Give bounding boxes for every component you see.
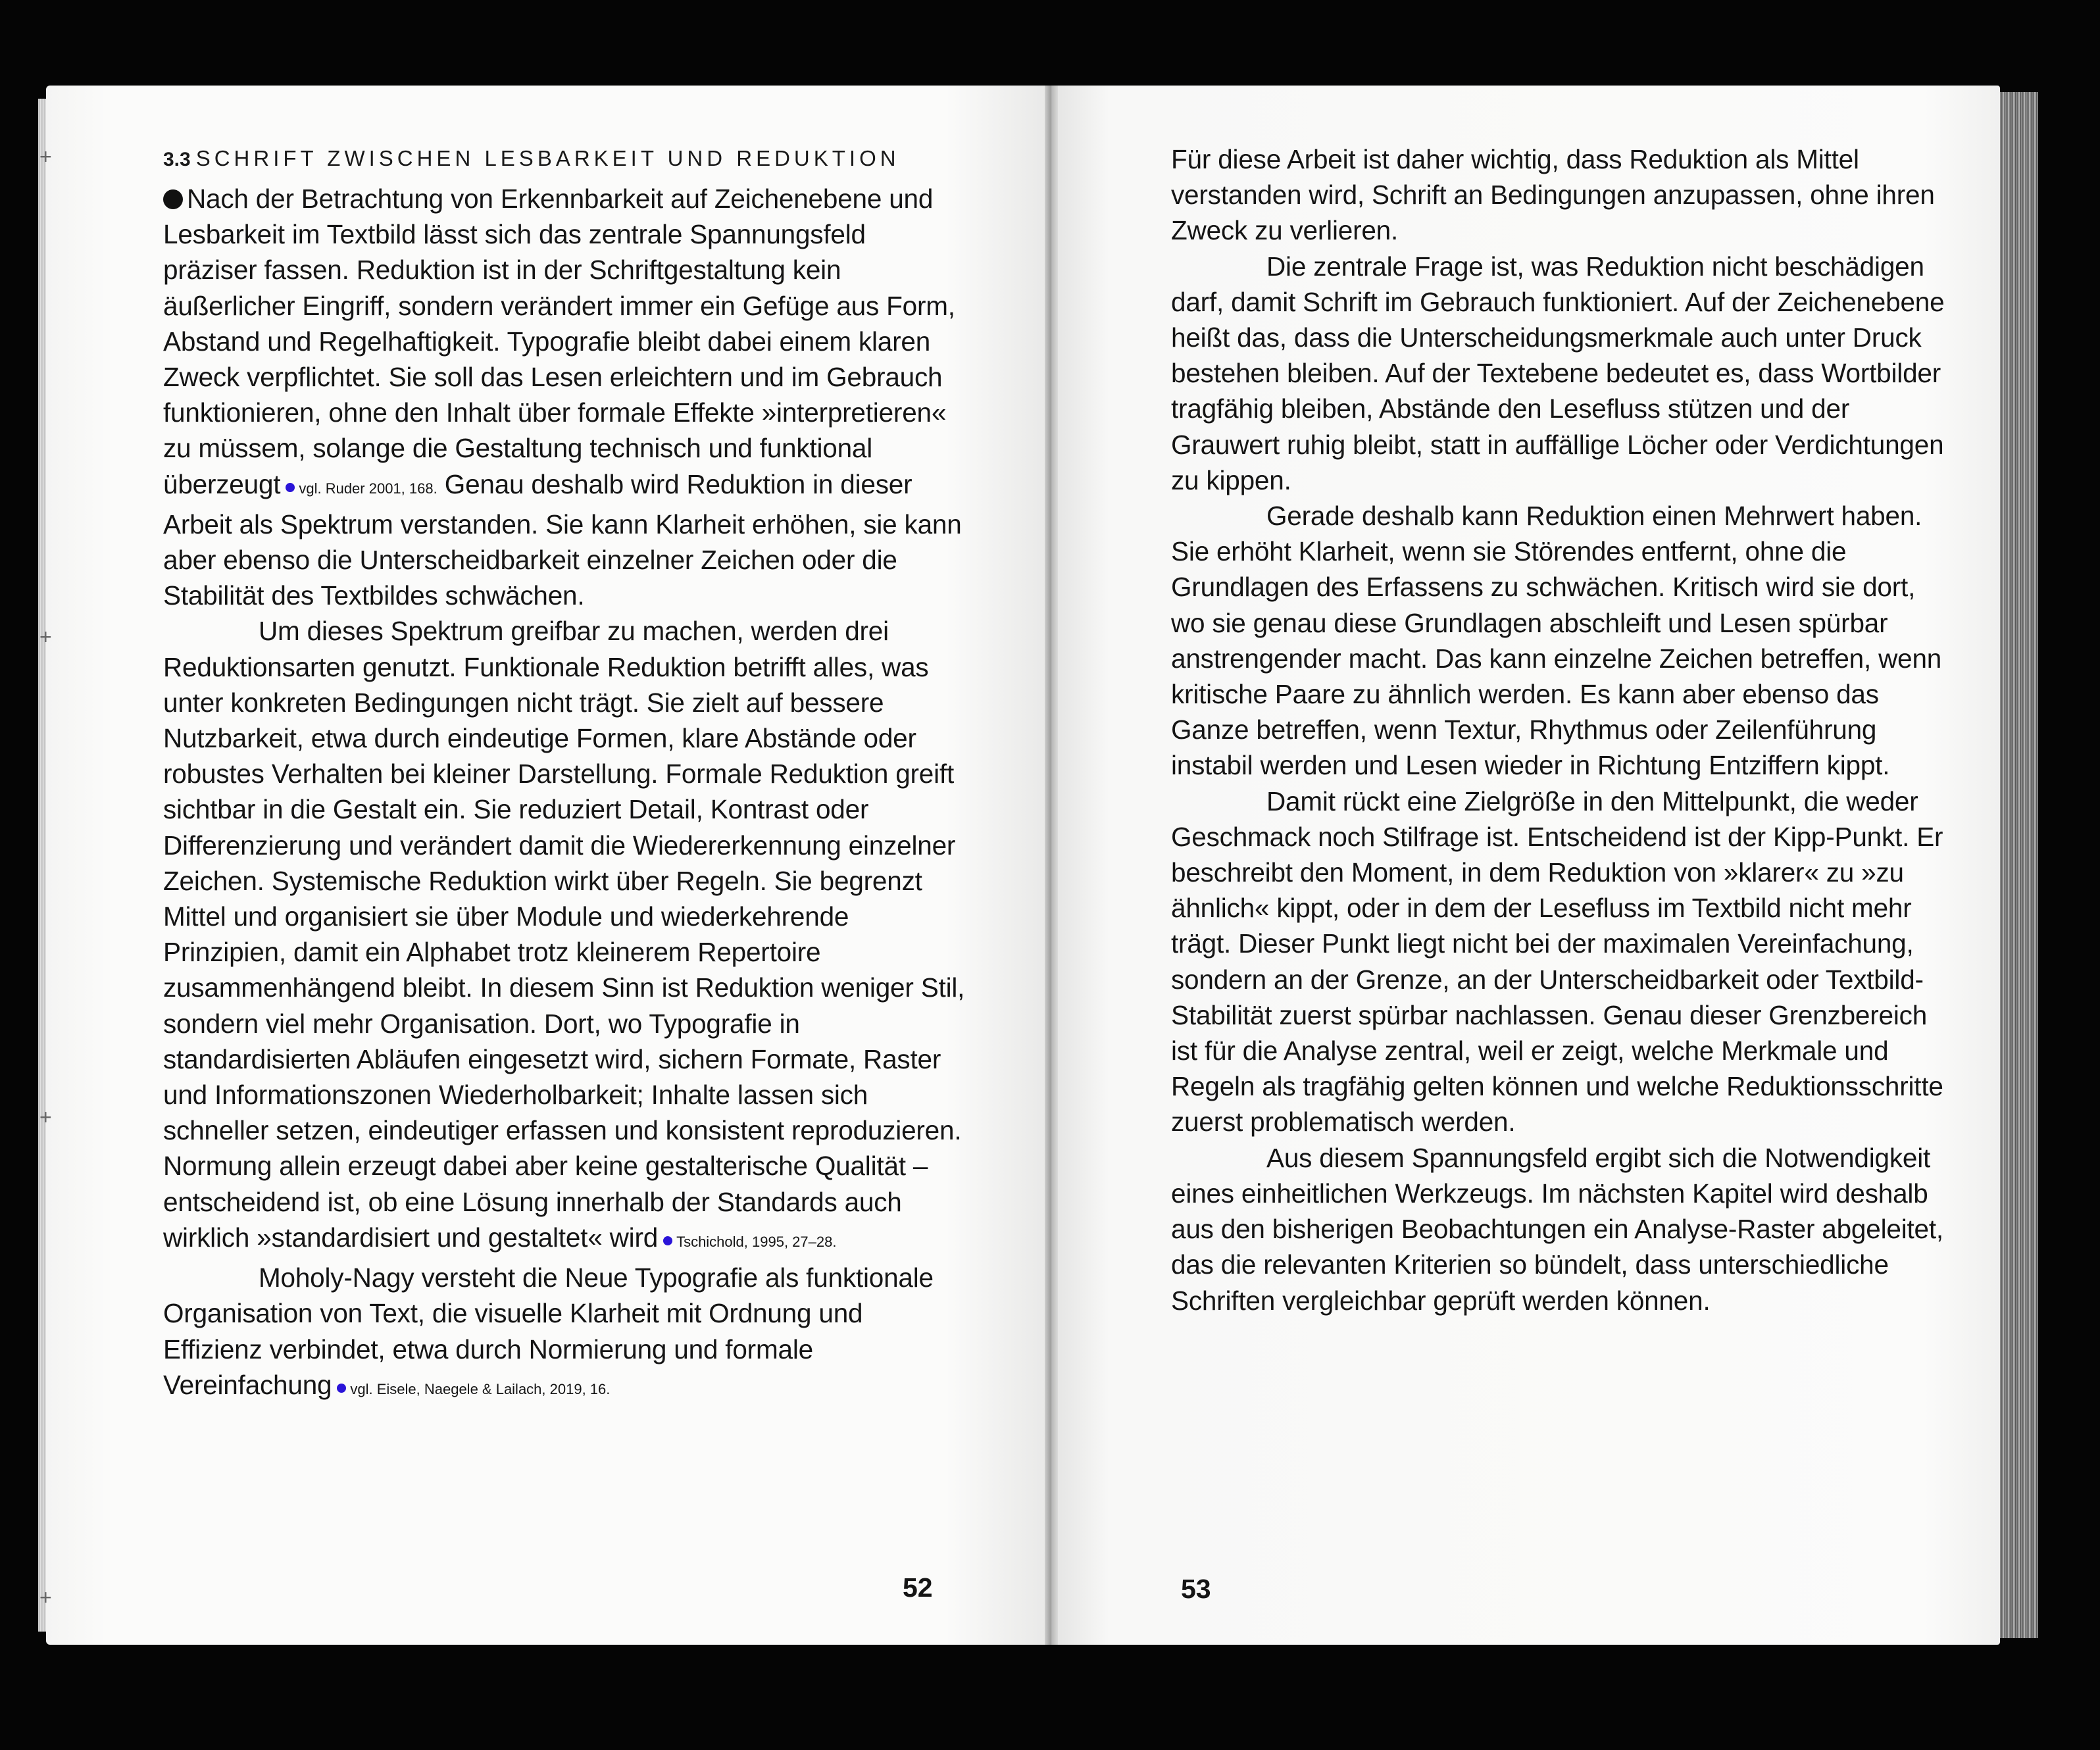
book-gutter (1045, 86, 1058, 1645)
crop-mark: + (39, 625, 52, 649)
paragraph (163, 181, 966, 613)
paragraph: Damit rückt eine Zielgröße in den Mittelpunkt, die weder Geschmack noch Stilfrage ist. Entscheidend ist der Kipp-Punkt. Er beschreibt den Moment, in dem Reduktion von »klarer« zu »zu ähnlich« kippt, oder in dem der Lesefluss im Textbild nicht mehr trägt. Dieser Punkt liegt nicht bei der maximalen Vereinfachung, sondern an der Grenze, an der Unterscheidbarkeit oder Textbild-Stabilität zuerst spürbar nachlassen. Genau dieser Grenzbereich ist für die Analyse zentral, weil er zeigt, welche Merkmale und Regeln als tragfähig gelten können und welche Reduktionsschritte zuerst problematisch werden. (1171, 786, 1943, 1138)
paragraph (163, 613, 966, 1260)
reference-dot-icon (286, 483, 295, 492)
right-body-text (1171, 141, 1954, 1318)
section-number: 3.3 (163, 149, 191, 170)
reference-dot-icon (337, 1384, 346, 1393)
section-title: SCHRIFT ZWISCHEN LESBARKEIT UND REDUKTION (195, 146, 900, 170)
body-text: Um dieses Spektrum greifbar zu machen, werden drei Reduktionsarten genutzt. Funktionale Reduktion betrifft alles, was unter konkreten Bedingungen nicht trägt. Sie zielt auf bessere Nutzbarkeit, etwa durch eindeutige Formen, klare Abstände oder robustes Verhalten bei kleiner Darstellung. Formale Reduktion greift sichtbar in die Gestalt ein. Sie reduziert Detail, Kontrast oder Differenzierung und verändert damit die Wiedererkennung einzelner Zeichen. Systemische Reduktion wirkt über Regeln. Sie begrenzt Mittel und organisiert sie über Module und wiederkehrende Prinzipien, damit ein Alphabet trotz kleinerem Repertoire zusammenhängend bleibt. In diesem Sinn ist Reduktion weniger Stil, sondern viel mehr Organisation. Dort, wo Typografie in standardisierten Abläufen eingesetzt wird, sichern Formate, Raster und Informationszonen Wiederholbarkeit; Inhalte lassen sich schneller setzen, eindeutiger erfassen und konsistent reproduzieren. Normung allein erzeugt dabei aber keine gestalterische Qualität – entscheidend ist, ob eine Lösung innerhalb der Standards auch wirklich »standardisiert und gestaltet« wird (163, 616, 965, 1253)
crop-mark: + (39, 1586, 52, 1609)
reference-dot-icon (663, 1236, 672, 1245)
paragraph: Für diese Arbeit ist daher wichtig, dass Reduktion als Mittel verstanden wird, Schrift an Bedingungen anzupassen, ohne ihren Zweck zu verlieren. (1171, 144, 1935, 246)
page-number-right: 53 (1181, 1574, 1211, 1604)
page-number-left: 52 (903, 1572, 933, 1603)
page-edge-right (2000, 92, 2038, 1638)
citation-reference: vgl. Eisele, Naegele & Lailach, 2019, 16. (350, 1380, 611, 1397)
body-text: Genau deshalb wird Reduktion in dieser Arbeit als Spektrum verstanden. Sie kann Klarheit erhöhen, sie kann aber ebenso die Unterscheidbarkeit einzelner Zeichen oder die Stabilität des Textbildes schwächen. (163, 468, 962, 611)
crop-mark: + (39, 1105, 52, 1129)
section-heading (163, 146, 900, 171)
left-body-text (163, 181, 966, 1407)
body-text: Nach der Betrachtung von Erkennbarkeit auf Zeichenebene und Lesbarkeit im Textbild lässt sich das zentrale Spannungsfeld präziser fassen. Reduktion ist in der Schriftgestaltung kein äußerlicher Eingriff, sondern verändert immer ein Gefüge aus Form, Abstand und Regelhaftigkeit. Typografie bleibt dabei einem klaren Zweck verpflichtet. Sie soll das Lesen erleichtern und im Gebrauch funktionieren, ohne den Inhalt über formale Effekte »interpretieren« zu müssem, solange die Gestaltung technisch und funktional überzeugt (163, 184, 955, 499)
paragraph: Gerade deshalb kann Reduktion einen Mehrwert haben. Sie erhöht Klarheit, wenn sie Störendes entfernt, ohne die Grundlagen des Erfassens zu schwächen. Kritisch wird sie dort, wo sie genau diese Grundlagen abschleift und Lesen spürbar anstrengender macht. Das kann einzelne Zeichen betreffen, wenn kritische Paare zu ähnlich werden. Es kann aber ebenso das Ganze betreffen, wenn Textur, Rhythmus oder Zeilenführung instabil werden und Lesen wieder in Richtung Entziffern kippt. (1171, 501, 1942, 781)
crop-mark: + (39, 145, 52, 168)
paragraph: Aus diesem Spannungsfeld ergibt sich die Notwendigkeit eines einheitlichen Werkzeugs. Im nächsten Kapitel wird deshalb aus den bisherigen Beobachtungen ein Analyse-Raster abgeleitet, das die relevanten Kriterien so bündelt, dass unterschiedliche Schriften vergleichbar geprüft werden können. (1171, 1142, 1943, 1316)
body-text: Moholy-Nagy versteht die Neue Typografie als funktionale Organisation von Text, die visuelle Klarheit mit Ordnung und Effizienz verbindet, etwa durch Normierung und formale Vereinfachung (163, 1262, 934, 1400)
citation-reference: Tschichold, 1995, 27–28. (676, 1233, 837, 1250)
paragraph: Die zentrale Frage ist, was Reduktion nicht beschädigen darf, damit Schrift im Gebrauch funktioniert. Auf der Zeichenebene heißt das, dass die Unterscheidungsmerkmale auch unter Druck bestehen bleiben. Auf der Textebene bedeutet es, dass Wortbilder tragfähig bleiben, Abstände den Lesefluss stützen und der Grauwert ruhig bleibt, statt in auffällige Löcher oder Verdichtungen zu kippen. (1171, 251, 1945, 495)
paragraph (163, 1260, 966, 1407)
section-bullet-icon (163, 189, 183, 209)
citation-reference: vgl. Ruder 2001, 168. (299, 480, 438, 497)
